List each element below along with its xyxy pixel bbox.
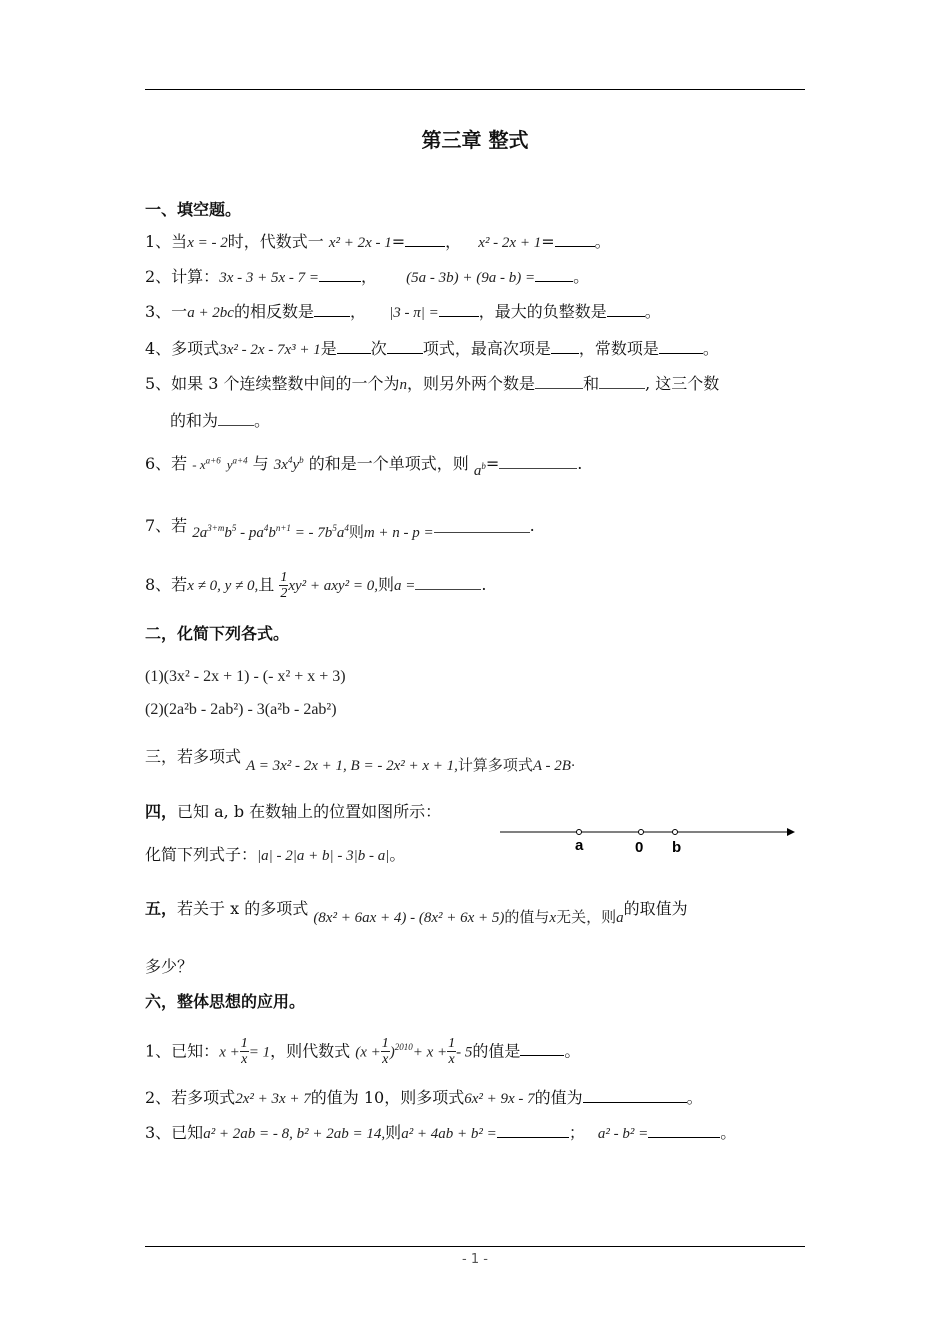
simplify-problem-2: (2)(2a²b - 2ab²) - 3(a²b - 2ab²)	[145, 701, 337, 718]
chapter-title: 第三章 整式	[421, 128, 529, 152]
answer-blank	[599, 372, 645, 389]
answer-blank	[314, 300, 350, 317]
footer-rule	[145, 1246, 805, 1247]
answer-blank	[499, 452, 577, 469]
answer-blank	[607, 300, 645, 317]
point-a	[577, 830, 582, 835]
answer-blank	[648, 1121, 720, 1138]
section-5-cont: 多少？	[145, 957, 194, 976]
answer-blank	[535, 265, 573, 282]
answer-blank	[439, 300, 479, 317]
question-1-8: 8、若x ≠ 0, y ≠ 0,且 $\frac{1}{2}$ xy² + axy² = 0,则a = .	[145, 570, 487, 601]
section-4: 四，已知 a, b 在数轴上的位置如图所示：	[145, 802, 442, 821]
page-number: - 1 -	[462, 1252, 488, 1267]
answer-blank	[535, 372, 583, 389]
question-1-4: 4、多项式3x² - 2x - 7x³ + 1是 次 项式，最高次项是 ，常数项是 。	[145, 339, 719, 358]
question-1-5: 5、如果 3 个连续整数中间的一个为n，则另外两个数是 和 , 这三个数	[145, 374, 720, 393]
simplify-problem-1: (1)(3x² - 2x + 1) - (- x² + x + 3)	[145, 668, 346, 685]
answer-blank	[218, 409, 254, 426]
answer-blank	[520, 1039, 564, 1056]
section-6-heading: 六，整体思想的应用。	[145, 992, 306, 1011]
section-1-heading: 一、填空题。	[145, 200, 242, 219]
question-1-2: 2、计算：3x - 3 + 5x - 7 = ， (5a - 3b) + (9a - b) = 。	[145, 267, 590, 286]
question-1-5-cont: 的和为 。	[170, 411, 271, 430]
question-6-2: 2、若多项式2x² + 3x + 7的值为 10，则多项式6x² + 9x - 7的值为 。	[145, 1088, 703, 1107]
section-2-heading: 二，化简下列各式。	[145, 624, 290, 643]
fraction-half: $\frac{1}{2}$	[280, 570, 288, 601]
point-0	[639, 830, 644, 835]
question-6-1: 1、已知：x + $\frac{1}{x}$ = 1，则代数式 (x + $\frac{1}{x}$ )$^{2010}$+ x + $\frac{1}{x}$ - 5的值是 。	[145, 1036, 581, 1068]
section-3: 三，若多项式 A = 3x² - 2x + 1, B = - 2x² + x + 1,计算多项式A - 2B·	[145, 747, 575, 774]
answer-blank	[583, 1086, 687, 1103]
answer-blank	[337, 337, 371, 354]
question-1-6: 6、若 - $x^{a+6}$ $y^{a+4}$ 与 $3x^4y^b$ 的和是一个单项式，则 $a^b=$ .	[145, 454, 583, 479]
answer-blank	[551, 337, 579, 354]
point-b	[673, 830, 678, 835]
answer-blank	[319, 265, 361, 282]
arrow-head-icon	[787, 828, 795, 836]
question-1-3: 3、一a + 2bc的相反数是 ， |3 - π| = ，最大的负整数是 。	[145, 302, 661, 321]
label-a: a	[575, 837, 584, 852]
section-5: 五，若关于 x 的多项式 (8x² + 6ax + 4) - (8x² + 6x + 5)的值与x无关，则a的取值为	[145, 899, 688, 926]
answer-blank	[497, 1121, 569, 1138]
number-line	[500, 822, 795, 852]
section-4-expression: 化简下列式子：|a| - 2|a + b| - 3|b - a|。	[145, 845, 406, 864]
label-b: b	[672, 839, 682, 852]
question-6-3: 3、已知a² + 2ab = - 8, b² + 2ab = 14,则a² + 4ab + b² = ； a² - b² = 。	[145, 1123, 737, 1142]
answer-blank	[387, 337, 423, 354]
question-1-1: 1、当x = - 2时，代数式一 x² + 2x - 1= ， x² - 2x + 1= 。	[145, 232, 611, 251]
answer-blank	[415, 573, 481, 590]
answer-blank	[405, 230, 445, 247]
answer-blank	[555, 230, 595, 247]
label-0: 0	[635, 839, 644, 852]
header-rule	[145, 89, 805, 90]
answer-blank	[434, 516, 530, 533]
question-1-7: 7、若 $2a^{3+m}b^5 - pa^4b^{n+1}$ = - $7b^5a^4$则m + n - p = .	[145, 516, 535, 541]
answer-blank	[659, 337, 703, 354]
